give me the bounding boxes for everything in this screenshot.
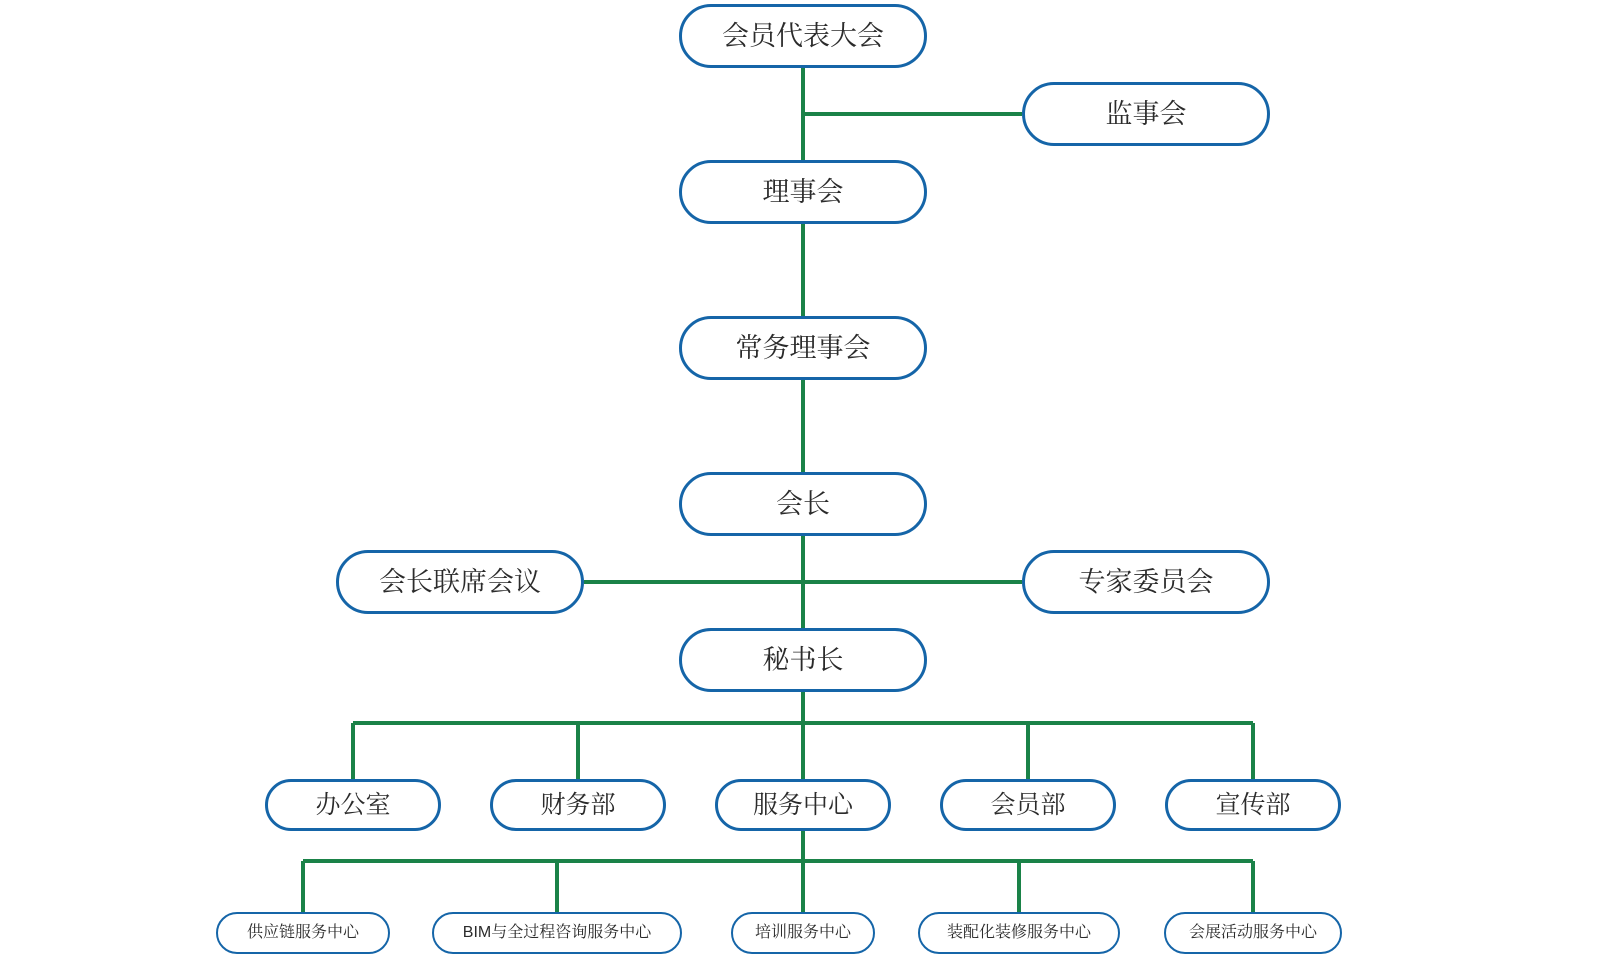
node-supply-chain-service-center[interactable]: 供应链服务中心 [216, 912, 390, 954]
node-expert-committee[interactable]: 专家委员会 [1022, 550, 1270, 614]
edge-congress-supervisor [803, 68, 1022, 114]
node-congress[interactable]: 会员代表大会 [679, 4, 927, 68]
node-service-center[interactable]: 服务中心 [715, 779, 891, 831]
node-office[interactable]: 办公室 [265, 779, 441, 831]
node-council[interactable]: 理事会 [679, 160, 927, 224]
node-secretary-general[interactable]: 秘书长 [679, 628, 927, 692]
node-bim-consulting-service-center[interactable]: BIM与全过程咨询服务中心 [432, 912, 682, 954]
node-training-service-center[interactable]: 培训服务中心 [731, 912, 875, 954]
node-standing-council[interactable]: 常务理事会 [679, 316, 927, 380]
node-member-department[interactable]: 会员部 [940, 779, 1116, 831]
node-prefabricated-decoration-service-center[interactable]: 装配化装修服务中心 [918, 912, 1120, 954]
node-president-joint-meeting[interactable]: 会长联席会议 [336, 550, 584, 614]
node-supervisor[interactable]: 监事会 [1022, 82, 1270, 146]
node-exhibition-service-center[interactable]: 会展活动服务中心 [1164, 912, 1342, 954]
node-finance-department[interactable]: 财务部 [490, 779, 666, 831]
node-publicity-department[interactable]: 宣传部 [1165, 779, 1341, 831]
node-president[interactable]: 会长 [679, 472, 927, 536]
